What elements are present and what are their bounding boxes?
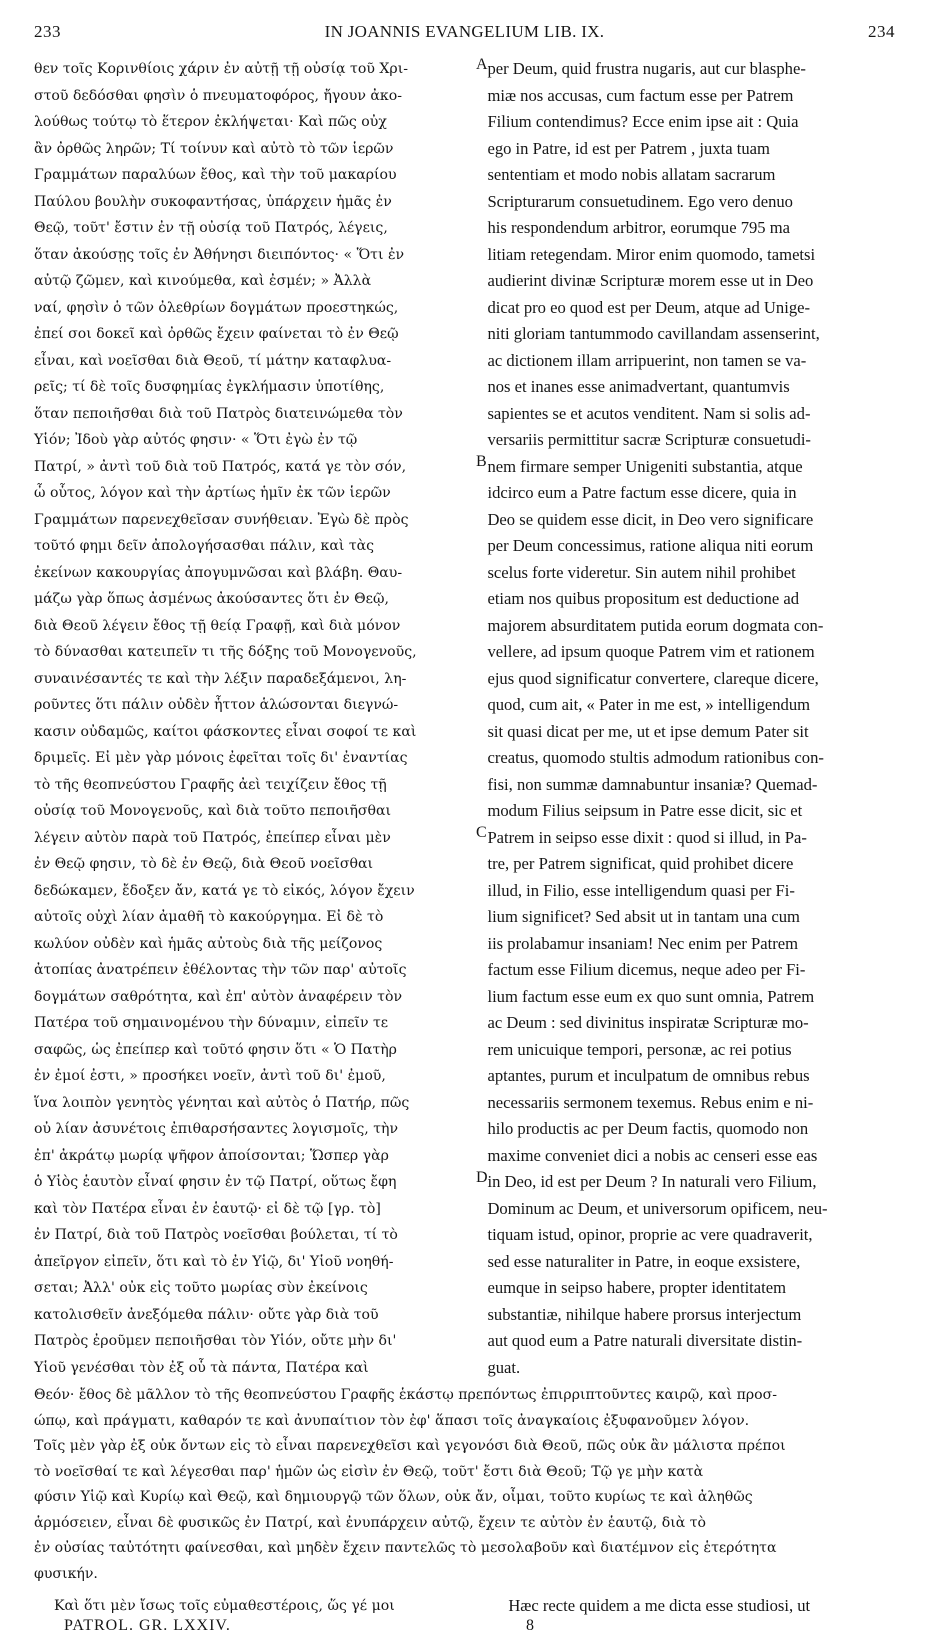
signature-number: 8 (526, 1617, 535, 1634)
greek-text-line: ὅταν πεποιῆσθαι διὰ τοῦ Πατρὸς διατεινώμεθα τὸν (34, 405, 403, 422)
greek-text-line: Τοῖς μὲν γὰρ ἐξ οὐκ ὄντων εἰς τὸ εἶναι παρενεχθεῖσι καὶ γεγονόσι διὰ Θεοῦ, πῶς οὐκ ἂν μάλιστα πρέποι (34, 1438, 786, 1454)
marker-d: D (476, 1169, 488, 1186)
greek-text-line: σεται; Ἀλλ' οὐκ εἰς τοῦτο μωρίας σὺν ἐκείνοις (34, 1280, 368, 1296)
greek-text-line: ὁ Υἱὸς ἑαυτὸν εἶναί φησιν ἐν τῷ Πατρί, οὕτως ἔφη (34, 1174, 397, 1190)
greek-text-line: ροῦντες ὅτι πάλιν οὐδὲν ἧττον ἁλώσονται διεγνώ- (34, 697, 399, 713)
greek-text-line: Υἱόν; Ἰδοὺ γὰρ αὐτός φησιν· « Ὅτι ἐγὼ ἐν τῷ (34, 432, 358, 448)
latin-text-line: sit quasi dicat per me, ut et ipse demum Pater sit (487, 721, 809, 741)
latin-text-line: tiquam istud, opinor, proprie ac vere quadraverit, (487, 1225, 813, 1244)
greek-text-line: δριμεῖς. Εἰ μὲν γὰρ μόνοις ἐφεῖται τοῖς δι' ἐναντίας (34, 750, 408, 766)
greek-text-line: λούθως τούτῳ τὸ ἕτερον ἐκλήψεται· Καὶ πῶς οὐχ (34, 114, 387, 130)
greek-text-line: μάζω γὰρ ὅπως ἀσμένως ἀκούσαντες ὅτι ἐν Θεῷ, (34, 591, 389, 607)
latin-text-line: Deo se quidem esse dicit, in Deo vero significare (487, 509, 814, 529)
greek-column (34, 56, 457, 1381)
greek-text-line: κασιν οὐδαμῶς, καίτοι φάσκοντες εἶναι σοφοί τε καὶ (34, 723, 417, 740)
greek-text-line: τὸ δύνασθαι κατειπεῖν τι τῆς δόξης τοῦ Μονογενοῦς, (34, 644, 417, 660)
marker-c: C (476, 824, 487, 841)
latin-text-line: tre, per Patrem significat, quid prohibet dicere (487, 854, 794, 873)
greek-text-line: διὰ Θεοῦ λέγειν ἔθος τῇ θείᾳ Γραφῇ, καὶ διὰ μόνον (34, 617, 401, 634)
latin-text-line: scelus forte videretur. Sin autem nihil prohibet (487, 562, 796, 582)
greek-text-line: δογμάτων σαθρότητα, καὶ ἐπ' αὐτὸν ἀναφέρειν τὸν (34, 988, 403, 1005)
latin-text-line: nem firmare semper Unigeniti substantia, atque (487, 456, 803, 476)
latin-text-line: litiam retegendam. Miror enim quomodo, tametsi (487, 244, 816, 264)
latin-text-line: lium factum esse eum ex quo sunt omnia, Patrem (487, 986, 815, 1006)
greek-text-line: φύσιν Υἱῷ καὶ Κυρίῳ καὶ Θεῷ, καὶ δημιουργῷ τῶν ὅλων, οὐκ ἄν, οἶμαι, τοῦτο κυρίως τε καὶ ἀληθῶς (34, 1489, 753, 1505)
latin-text-line: dicat pro eo quod est per Deum, atque ad Unige- (487, 297, 811, 317)
greek-text-line: τὸ τῆς θεοπνεύστου Γραφῆς ἀεὶ τειχίζειν ἔθος τῇ (34, 776, 387, 793)
latin-text-line: Scripturarum consuetudinem. Ego vero denuo (487, 191, 793, 211)
greek-text-line: ἐν Θεῷ φησιν, τὸ δὲ ἐν Θεῷ, διὰ Θεοῦ νοεῖσθαι (34, 856, 374, 872)
latin-text-line: rem unicuique tempori, personæ, ac rei potius (487, 1039, 792, 1059)
latin-text-line: lium significet? Sed absit ut in tantam una cum (487, 907, 800, 926)
greek-text-line: αὐτοῖς οὐχὶ λίαν ἀμαθῆ τὸ κακούργημα. Εἰ δὲ τὸ (34, 909, 384, 925)
latin-text-line: his respondendum arbitror, eorumque 795 ma (487, 218, 791, 237)
greek-text-line: εἶναι, καὶ νοεῖσθαι διὰ Θεοῦ, τί μάτην καταφλυα- (34, 352, 392, 369)
greek-text-line: Πατέρα τοῦ σημαινομένου τὴν δύναμιν, εἰπεῖν τε (34, 1015, 389, 1031)
latin-text-line: ego in Patre, id est per Patrem , juxta tuam (487, 138, 770, 158)
greek-text-line: ἂν ὀρθῶς ληρῶν; Τί τοίνυν καὶ αὐτὸ τὸ τῶν ἱερῶν (34, 140, 394, 157)
greek-text-line: Υἱοῦ γενέσθαι τὸν ἐξ οὗ τὰ πάντα, Πατέρα καὶ (34, 1359, 369, 1376)
greek-text-line: Παύλου βουλὴν συκοφαντήσας, ὑπάρχειν ἡμᾶς ἐν (34, 193, 392, 210)
greek-text-line: Γραμμάτων παραλύων ἔθος, καὶ τὴν τοῦ μακαρίου (34, 167, 397, 183)
greek-text-line: σαφῶς, ὡς ἐπείπερ καὶ τοῦτό φησιν ὅτι « Ὁ Πατὴρ (34, 1041, 397, 1058)
latin-text-line: idcirco eum a Patre factum esse dicere, quia in (487, 483, 797, 502)
latin-text-line: niti gloriam tantummodo cavillandam assenserint, (487, 324, 820, 343)
latin-text-line: versariis permittitur sacræ Scripturæ consuetudi- (487, 430, 811, 449)
latin-text-line: sed esse naturaliter in Patre, in eoque exsistere, (487, 1251, 801, 1271)
greek-next-paragraph: Καὶ ὅτι μὲν ἴσως τοῖς εὐμαθεστέροις, ὥς γέ μοι (54, 1598, 395, 1614)
greek-text-line: ναί, φησὶν ὁ τῶν ὀλεθρίων δογμάτων προεστηκώς, (34, 299, 399, 316)
latin-text-line: quod, cum ait, « Pater in me est, » intelligendum (487, 695, 811, 714)
greek-text-line: Πατρί, » ἀντὶ τοῦ διὰ τοῦ Πατρός, κατά γε τὸν σόν, (34, 458, 407, 475)
greek-text-line: δεδώκαμεν, ἔδοξεν ἄν, κατά γε τὸ εἰκός, λόγον ἔχειν (34, 882, 415, 899)
marker-a: A (476, 56, 488, 73)
latin-text-line: eumque in seipso habere, propter identitatem (487, 1278, 787, 1297)
latin-text-line: ejus quod significatur convertere, clareque dicere, (487, 668, 819, 688)
page-header (34, 22, 895, 48)
latin-text-line: sapientes se et acutos venditent. Nam si solis ad- (487, 403, 811, 423)
latin-text-line: iis prolabamur insaniam! Nec enim per Patrem (487, 933, 799, 953)
latin-text-line: substantiæ, nihilque habere prorsus interjectum (487, 1304, 802, 1324)
running-title: IN JOANNIS EVANGELIUM LIB. IX. (324, 22, 605, 41)
latin-text-line: Filium contendimus? Ecce enim ipse ait : Quia (487, 112, 799, 131)
latin-text-line: illud, in Filio, esse intelligendum quasi per Fi- (487, 880, 795, 900)
greek-full-width-paragraph (34, 1383, 896, 1587)
volume-label: PATROL. GR. LXXIV. (64, 1617, 231, 1634)
latin-text-line: in Deo, id est per Deum ? In naturali vero Filium, (487, 1172, 817, 1191)
latin-text-line: creatus, quomodo stultis admodum rationibus con- (487, 748, 824, 767)
latin-text-line: ac dictionem illam arripuerint, non tamen se va- (487, 350, 807, 370)
greek-text-line: ἀτοπίας ἀνατρέπειν ἐθέλοντας τὴν τῶν παρ' αὐτοῖς (34, 962, 407, 978)
latin-text-line: necessariis sermonem texemus. Rebus enim e ni- (487, 1092, 814, 1112)
latin-text-line: etiam nos quibus propositum est deductione ad (487, 589, 799, 608)
greek-text-line: οὐ λίαν ἀσυνέτοις ἐπιθαρσήσαντες λογισμοῖς, τὴν (34, 1121, 399, 1137)
greek-text-line: ἁρμόσειεν, εἶναι δὲ φυσικῶς ἐν Πατρί, καὶ ἐνυπάρχειν αὐτῷ, ἔχειν τε αὐτὸν ἐν ἑαυτῷ, διὰ τὸ (34, 1514, 707, 1531)
latin-text-line: Patrem in seipso esse dixit : quod si illud, in Pa- (487, 827, 807, 847)
latin-next-paragraph: Hæc recte quidem a me dicta esse studiosi, ut (508, 1596, 811, 1615)
latin-text-line: aptantes, purum et inculpatum de omnibus rebus (487, 1066, 810, 1085)
greek-text-line: στοῦ δεδόσθαι φησὶν ὁ πνευματοφόρος, ἤγουν ἀκο- (34, 87, 402, 104)
greek-text-line: οὐσίᾳ τοῦ Μονογενοῦς, καὶ διὰ τοῦτο πεποιῆσθαι (34, 803, 392, 819)
greek-text-line: ἐν Πατρί, διὰ τοῦ Πατρὸς νοεῖσθαι βούλεται, τί τὸ (34, 1227, 398, 1243)
latin-column (487, 56, 895, 1381)
latin-text-line: aut quod eum a Patre naturali diversitate distin- (487, 1331, 803, 1350)
latin-text-line: nos et inanes esse animadvertant, quantumvis (487, 377, 790, 396)
latin-text-line: factum esse Filium dicemus, neque adeo per Fi- (487, 960, 806, 979)
greek-text-line: ἐκείνων κακουργίας ἀπογυμνῶσαι καὶ βλάβη. Θαυ- (34, 564, 403, 581)
latin-text-line: modum Filius seipsum in Patre esse dicit, sic et (487, 801, 803, 820)
two-column-body (34, 56, 895, 1381)
page-number-right: 234 (867, 22, 895, 41)
greek-text-line: ὦ οὗτος, λόγον καὶ τὴν ἀρτίως ἡμῖν ἐκ τῶν ἱερῶν (34, 485, 391, 501)
latin-text-line: hilo productis ac per Deum factis, quomodo non (487, 1119, 809, 1138)
greek-text-line: Γραμμάτων παρενεχθεῖσαν συνήθειαν. Ἐγὼ δὲ πρὸς (34, 511, 409, 528)
greek-text-line: κωλύον οὐδὲν καὶ ἡμᾶς αὐτοὺς διὰ τῆς μείζονος (34, 935, 383, 952)
greek-text-line: Θεόν· ἔθος δὲ μᾶλλον τὸ τῆς θεοπνεύστου Γραφῆς ἑκάστῳ πρεπόντως ἐπιρριπτοῦντες καιρῷ, καὶ προσ- (34, 1387, 777, 1403)
greek-text-line: ἵνα λοιπὸν γενητὸς γένηται καὶ αὐτὸς ὁ Πατήρ, πῶς (34, 1094, 410, 1111)
page-number-left: 233 (34, 22, 61, 41)
latin-text-line: per Deum concessimus, ratione aliqua niti eorum (487, 536, 814, 555)
latin-text-line: majorem absurditatem putida eorum dogmata con- (487, 615, 824, 635)
greek-text-line: θεν τοῖς Κορινθίοις χάριν ἐν αὐτῇ τῇ οὐσίᾳ τοῦ Χρι- (34, 61, 408, 77)
greek-text-line: φυσικήν. (34, 1565, 98, 1582)
greek-text-line: ρεῖς; τί δὲ τοῖς δυσφημίας ἐγκλήμασιν ὑποτίθης, (34, 379, 385, 395)
greek-text-line: τὸ νοεῖσθαί τε καὶ λέγεσθαι παρ' ἡμῶν ὡς εἰσὶν ἐν Θεῷ, τοῦτ' ἔστι διὰ Θεοῦ; Τῷ γε μὴν κατὰ (34, 1463, 704, 1480)
greek-text-line: ἐπεί σοι δοκεῖ καὶ ὀρθῶς ἔχειν φαίνεται τὸ ἐν Θεῷ (34, 326, 399, 342)
latin-text-line: fisi, non summæ damnabuntur insaniæ? Quemad- (487, 774, 818, 794)
latin-text-line: per Deum, quid frustra nugaris, aut cur blasphe- (487, 59, 806, 78)
latin-text-line: Dominum ac Deum, et universorum opificem, neu- (487, 1198, 828, 1218)
latin-text-line: vellere, ad ipsum quoque Patrem vim et rationem (487, 642, 815, 661)
greek-text-line: ἐν ἐμοί ἐστι, » προσήκει νοεῖν, ἀντὶ τοῦ δι' ἐμοῦ, (34, 1068, 386, 1084)
greek-text-line: ἀπεῖργον εἰπεῖν, ὅτι καὶ τὸ ἐν Υἱῷ, δι' Υἱοῦ νοηθή- (34, 1253, 394, 1270)
greek-text-line: ἐπ' ἀκράτῳ μωρίᾳ ψῆφον ἀποίσονται; Ὥσπερ γὰρ (34, 1147, 389, 1164)
greek-text-line: Θεῷ, τοῦτ' ἔστιν ἐν τῇ οὐσίᾳ τοῦ Πατρός, λέγεις, (34, 220, 388, 236)
greek-text-line: ἐν οὐσίας ταὐτότητι φαίνεσθαι, καὶ μηδὲν ἔχειν παντελῶς τὸ μεσολαβοῦν καὶ διατέμνον εἰς ἑτερότητα (34, 1540, 777, 1556)
greek-text-line: τοῦτό φημι δεῖν ἀπολογήσασθαι πάλιν, καὶ τὰς (34, 538, 375, 554)
latin-text-line: sententiam et modo nobis allatam sacrarum (487, 165, 776, 184)
greek-text-line: λέγειν αὐτὸν παρὰ τοῦ Πατρός, ἐπείπερ εἶναι μὲν (34, 829, 391, 846)
latin-text-line: ac Deum : sed divinitus inspiratæ Scripturæ mo- (487, 1013, 809, 1032)
greek-text-line: ὅταν ἀκούσῃς τοῖς ἐν Ἀθήνησι διειπόντος· « Ὅτι ἐν (34, 246, 405, 263)
marker-b: B (476, 453, 487, 470)
greek-text-line: κατολισθεῖν ἀνεξόμεθα πάλιν· οὔτε γὰρ διὰ τοῦ (34, 1306, 379, 1323)
greek-text-line: συναινέσαντές τε καὶ τὴν λέξιν παραδεξάμενοι, λη- (34, 670, 407, 687)
greek-text-line: αὐτῷ ζῶμεν, καὶ κινούμεθα, καὶ ἐσμέν; » Ἀλλὰ (34, 273, 372, 289)
latin-text-line: maxime conveniet dici a nobis ac censeri esse eas (487, 1145, 818, 1165)
greek-text-line: Πατρὸς ἐροῦμεν πεποιῆσθαι τὸν Υἱόν, οὔτε μὴν δι' (34, 1333, 397, 1349)
latin-text-line: guat. (487, 1357, 521, 1377)
greek-text-line: ώπῳ, καὶ πράγματι, καθαρόν τε καὶ ἀνυπαίτιον τὸν ἐφ' ἅπασι τοῖς ἀναγκαίοις ἐξυφανοῦμεν λόγον. (34, 1412, 750, 1429)
latin-text-line: miæ nos accusas, cum factum esse per Patrem (487, 85, 794, 105)
greek-text-line: καὶ τὸν Πατέρα εἶναι ἐν ἑαυτῷ· εἰ δὲ τῷ [γρ. τὸ] (34, 1200, 381, 1217)
latin-text-line: audierint divinæ Scripturæ morem esse ut in Deo (487, 271, 814, 290)
